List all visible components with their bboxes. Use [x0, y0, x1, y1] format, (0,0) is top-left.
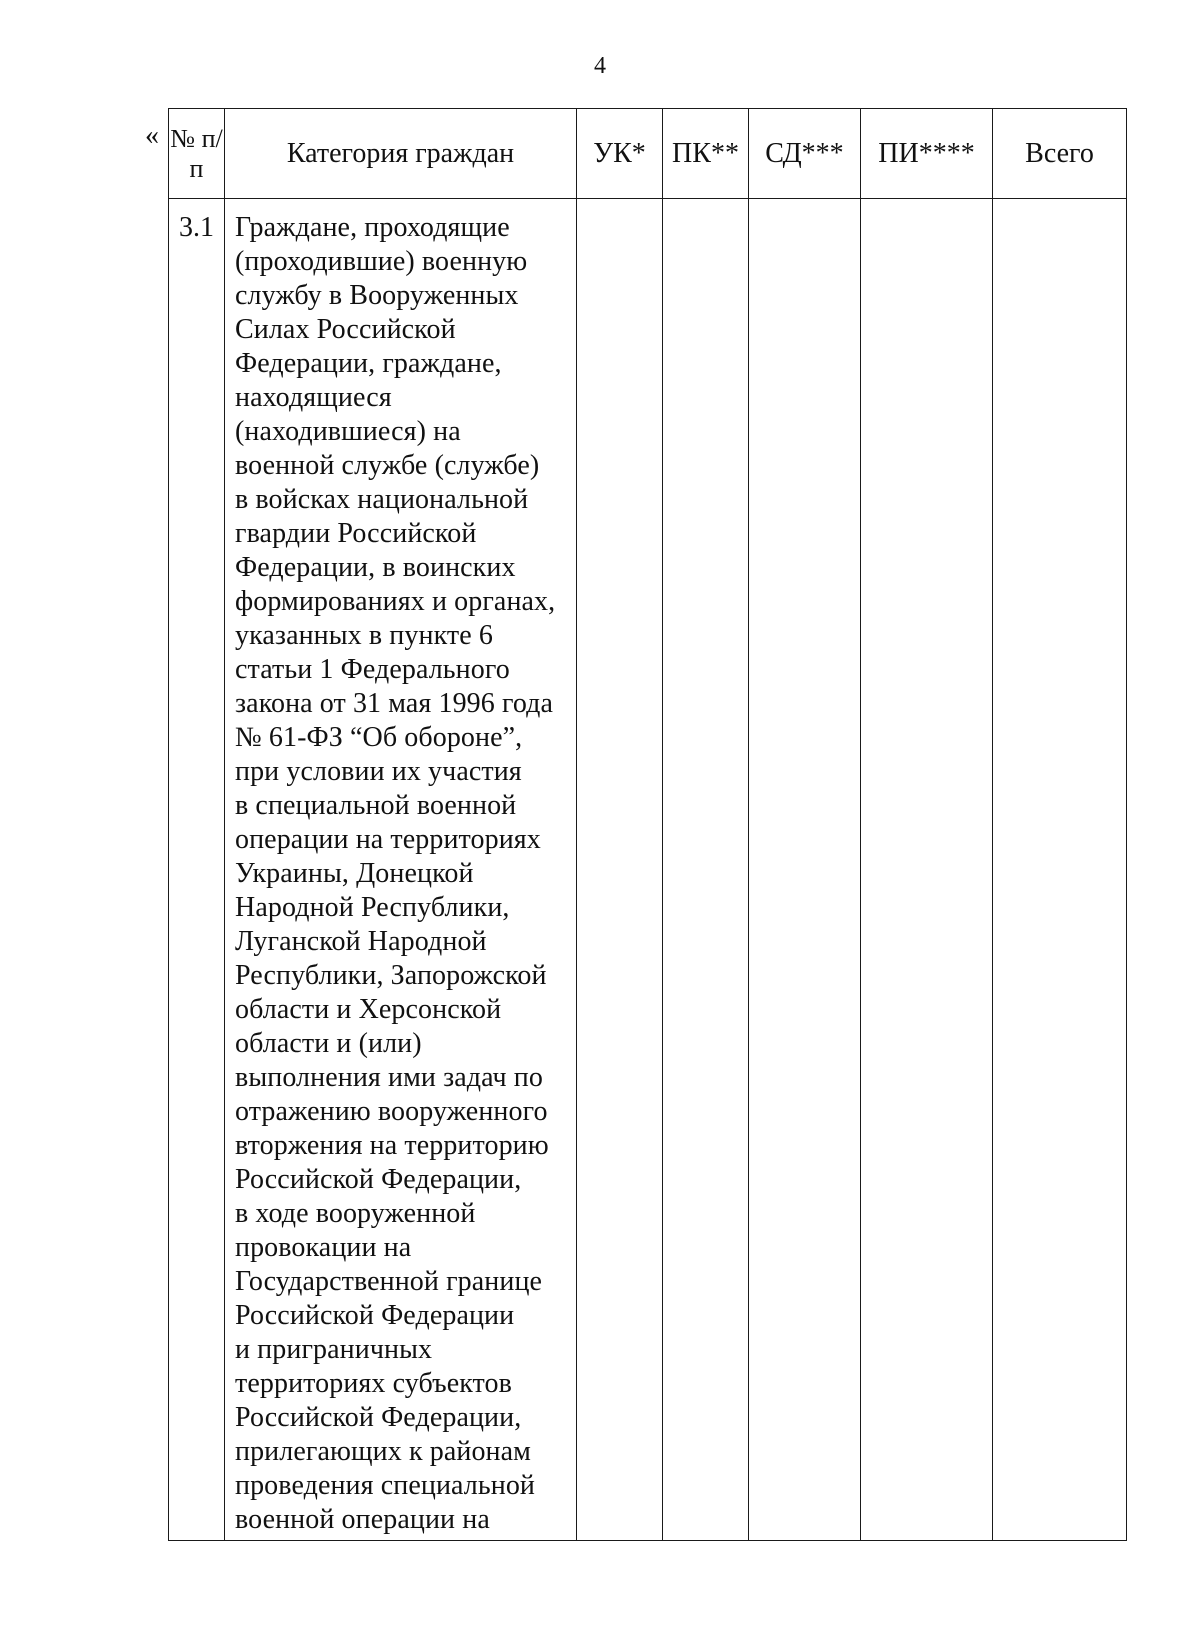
cell-sd — [749, 199, 861, 1541]
category-line: провокации на — [235, 1232, 412, 1263]
category-line: (проходившие) военную — [235, 246, 528, 277]
opening-quote-mark: « — [145, 120, 159, 151]
category-line: Республики, Запорожской — [235, 960, 547, 991]
category-line: военной службе (службе) — [235, 450, 540, 481]
category-line: отражению вооруженного — [235, 1096, 548, 1127]
header-number: № п/п — [169, 109, 225, 199]
cell-total — [993, 199, 1127, 1541]
category-line: Силах Российской — [235, 314, 456, 345]
category-line: (находившиеся) на — [235, 416, 461, 447]
header-sd: СД*** — [749, 109, 861, 199]
table-row — [169, 199, 1127, 1541]
page-number: 4 — [594, 53, 606, 79]
row-category-text — [225, 199, 577, 1541]
category-line: Федерации, граждане, — [235, 348, 502, 379]
cell-pi — [861, 199, 993, 1541]
row-number: 3.1 — [169, 199, 225, 1541]
category-line: операции на территориях — [235, 824, 541, 855]
category-line: Российской Федерации — [235, 1300, 515, 1331]
category-line: формированиях и органах, — [235, 586, 556, 617]
category-line: территориях субъектов — [235, 1368, 512, 1399]
category-line: указанных в пункте 6 — [235, 620, 493, 651]
category-line: области и (или) — [235, 1028, 422, 1059]
category-line: службу в Вооруженных — [235, 280, 519, 311]
category-line: Российской Федерации, — [235, 1164, 522, 1195]
category-line: Государственной границе — [235, 1266, 543, 1297]
category-line: Федерации, в воинских — [235, 552, 516, 583]
header-pk: ПК** — [663, 109, 749, 199]
category-line: в войсках национальной — [235, 484, 529, 515]
category-line: выполнения ими задач по — [235, 1062, 543, 1093]
category-line: гвардии Российской — [235, 518, 477, 549]
cell-pk — [663, 199, 749, 1541]
category-line: № 61-ФЗ “Об обороне”, — [235, 722, 523, 753]
header-category: Категория граждан — [225, 109, 577, 199]
category-line: находящиеся — [235, 382, 392, 413]
cell-uk — [577, 199, 663, 1541]
category-line: вторжения на территорию — [235, 1130, 549, 1161]
category-line: Украины, Донецкой — [235, 858, 474, 889]
category-line: в ходе вооруженной — [235, 1198, 476, 1229]
category-line: области и Херсонской — [235, 994, 502, 1025]
category-line: статьи 1 Федерального — [235, 654, 510, 685]
category-line: военной операции на — [235, 1504, 490, 1535]
category-line: в специальной военной — [235, 790, 517, 821]
category-line: Российской Федерации, — [235, 1402, 522, 1433]
category-line: Граждане, проходящие — [235, 212, 510, 243]
category-line: Луганской Народной — [235, 926, 487, 957]
category-line: проведения специальной — [235, 1470, 536, 1501]
citizen-category-table — [168, 108, 1127, 1541]
header-total: Всего — [993, 109, 1127, 199]
category-line: Народной Республики, — [235, 892, 510, 923]
category-line: закона от 31 мая 1996 года — [235, 688, 554, 719]
category-line: при условии их участия — [235, 756, 522, 787]
table-header-row — [169, 109, 1127, 199]
header-pi: ПИ**** — [861, 109, 993, 199]
category-line: и приграничных — [235, 1334, 433, 1365]
header-uk: УК* — [577, 109, 663, 199]
category-line: прилегающих к районам — [235, 1436, 531, 1467]
